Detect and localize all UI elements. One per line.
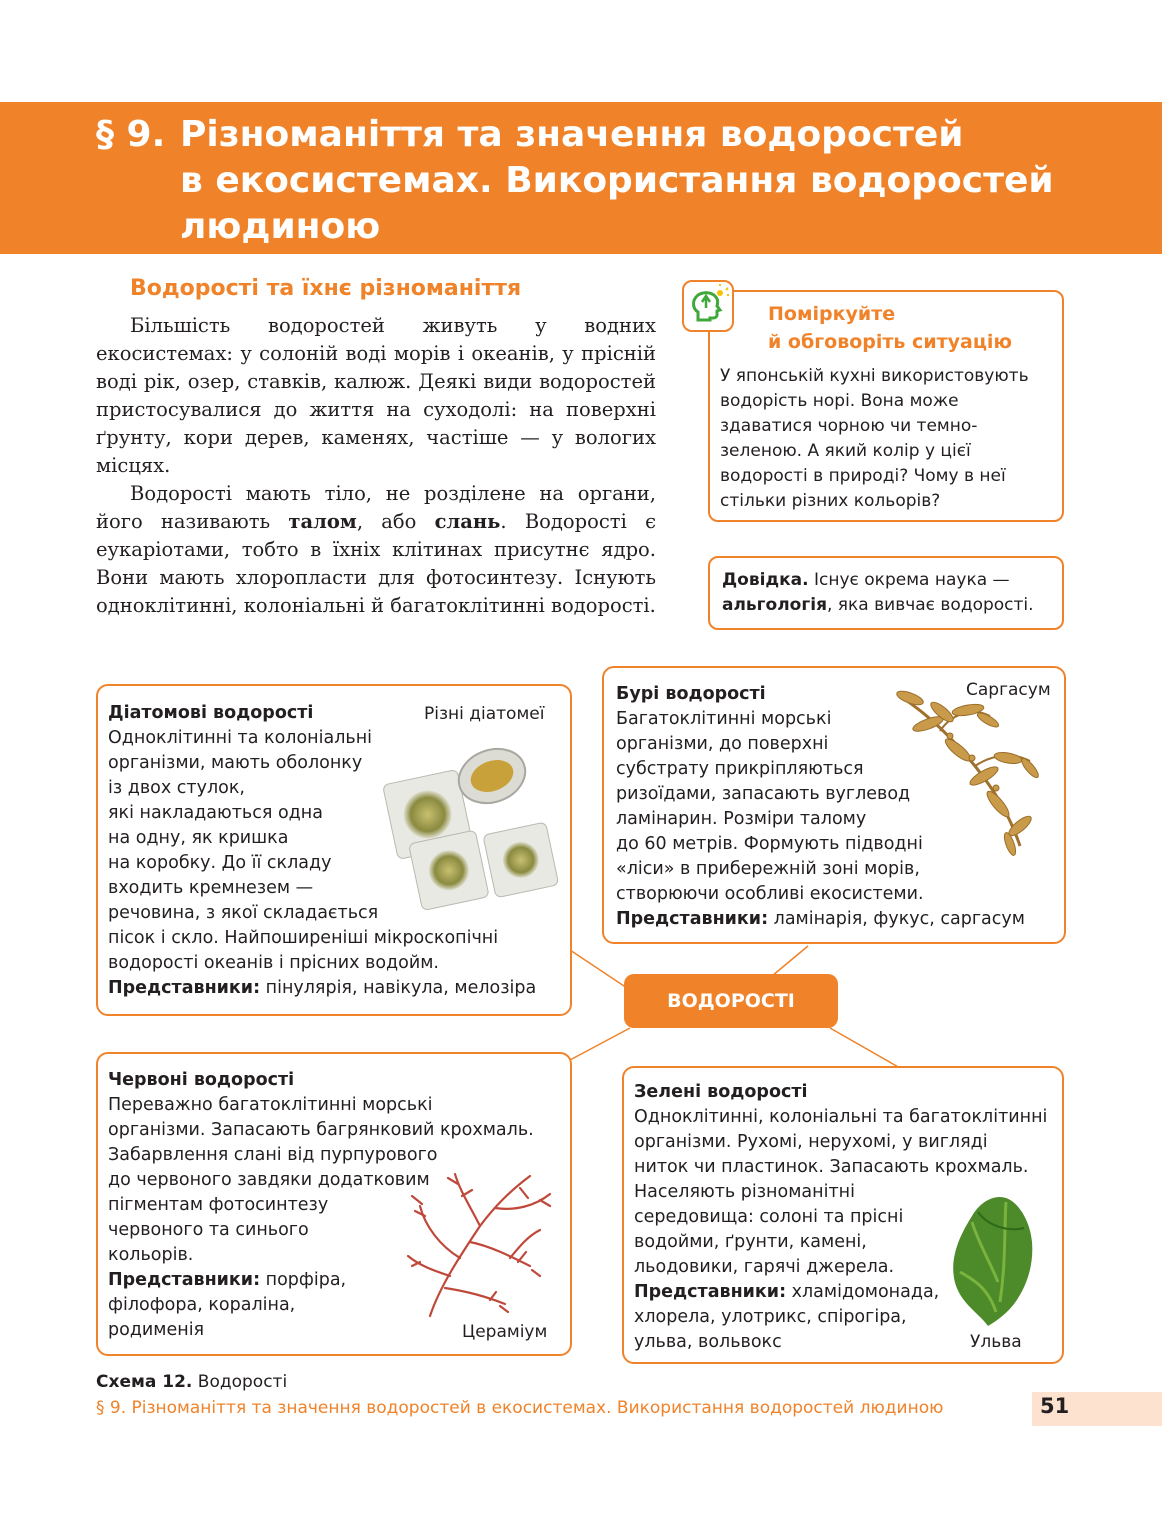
think-title-line-2: й обговоріть ситуацію [768, 331, 1012, 353]
diatoms-reps-text: пінулярія, навікула, мелозіра [260, 978, 537, 998]
term-talom: талом [288, 510, 357, 533]
green-line: організми. Рухомі, нерухомі, у вигляді [634, 1132, 988, 1152]
red-reps-line: філофора, кораліна, [108, 1295, 296, 1315]
diatoms-line: речовина, з якої складається [108, 903, 379, 923]
green-reps-line: ульва, вольвокс [634, 1332, 782, 1352]
diatoms-line: на одну, як кришка [108, 828, 289, 848]
green-line: Населяють різноманітні [634, 1182, 855, 1202]
green-reps [634, 1280, 1047, 1305]
diatoms-line: на коробку. До її складу [108, 853, 332, 873]
title-line-3: людиною [180, 206, 381, 247]
red-line: Переважно багатоклітинні морські [108, 1095, 433, 1115]
green-title: Зелені водорості [634, 1082, 808, 1102]
brown-reps [616, 907, 1025, 932]
red-reps-label: Представники: [108, 1270, 261, 1290]
think-line: водорість норі. Вона може [720, 391, 959, 411]
red-line: кольорів. [108, 1245, 194, 1265]
page-number: 51 [1040, 1394, 1070, 1418]
red-line: до червоного завдяки додатковим [108, 1170, 430, 1190]
scheme-caption [96, 1372, 287, 1392]
diatoms-line: водорості океанів і прісних водойм. [108, 953, 439, 973]
hub-label: ВОДОРОСТІ [624, 974, 838, 1028]
green-line: середовища: солоні та прісні [634, 1207, 904, 1227]
think-line: здаватися чорною чи темно- [720, 416, 978, 436]
diatoms-line: організми, мають оболонку [108, 753, 363, 773]
diatoms-text [108, 701, 536, 1001]
term-slan: слань [434, 510, 501, 533]
reference-term: альгологія [722, 595, 827, 615]
green-line: водойми, ґрунти, камені, [634, 1232, 867, 1252]
brown-line: до 60 метрів. Формують підводні [616, 834, 923, 854]
diatoms-title: Діатомові водорості [108, 703, 314, 723]
reference-text-1: Існує окрема наука — [808, 570, 1010, 590]
section-number: § 9. [96, 114, 166, 155]
think-title-line-1: Поміркуйте [768, 303, 896, 325]
red-title: Червоні водорості [108, 1070, 295, 1090]
red-image-caption: Цераміум [462, 1322, 548, 1342]
brown-text [616, 682, 1025, 932]
diatoms-line: пісок і скло. Найпоширеніші мікроскопічні [108, 928, 499, 948]
paragraph-2-a: Водорості мають тіло, не розділене на органи, його називають [96, 482, 656, 533]
brown-image-caption: Саргасум [966, 680, 1051, 700]
green-reps-line: хлорела, улотрикс, спірогіра, [634, 1307, 907, 1327]
diatoms-line: які накладаються одна [108, 803, 323, 823]
diatoms-image-caption: Різні діатомеї [424, 704, 545, 724]
section-heading: Водорості та їхнє різноманіття [130, 276, 522, 301]
title-line-1: Різноманіття та значення водоростей [180, 114, 964, 155]
think-line: зеленою. А який колір у цієї [720, 441, 971, 461]
brown-reps-text: ламінарія, фукус, саргасум [768, 909, 1025, 929]
paragraph-2-c: . Водорості є еукаріотами, тобто в їхніх клітинах присутнє ядро. Вони мають хлоропласти для фотосинтезу. Існують одноклітинні, колоніальні й багатоклітинні водорості. [96, 510, 656, 617]
red-reps-line: родименія [108, 1320, 205, 1340]
green-reps-label: Представники: [634, 1282, 787, 1302]
paragraph-2-b: , або [356, 510, 435, 533]
reference-label: Довідка. [722, 570, 809, 590]
green-text [634, 1080, 1047, 1355]
scheme-text: Водорості [192, 1372, 288, 1392]
red-line: Забарвлення слані від пурпурового [108, 1145, 438, 1165]
red-text [108, 1068, 534, 1343]
brown-title: Бурі водорості [616, 684, 766, 704]
green-line: льодовики, гарячі джерела. [634, 1257, 895, 1277]
brown-line: субстрату прикріпляються [616, 759, 864, 779]
title-line-2: в екосистемах. Використання водоростей [180, 160, 1054, 201]
red-line: пігментам фотосинтезу [108, 1195, 329, 1215]
diatoms-line: із двох стулок, [108, 778, 245, 798]
running-title: § 9. Різноманіття та значення водоростей в екосистемах. Використання водоростей людиною [96, 1398, 944, 1418]
red-line: організми. Запасають багрянковий крохмаль. [108, 1120, 534, 1140]
think-line: водорості в природі? Чому в неї [720, 466, 1006, 486]
diatoms-reps-label: Представники: [108, 978, 261, 998]
diatoms-line: Одноклітинні та колоніальні [108, 728, 372, 748]
think-line: стільки різних кольорів? [720, 491, 941, 511]
brown-line: організми, до поверхні [616, 734, 829, 754]
green-line: Одноклітинні, колоніальні та багатоклітинні [634, 1107, 1048, 1127]
diatoms-reps [108, 976, 536, 1001]
green-line: ниток чи пластинок. Запасають крохмаль. [634, 1157, 1029, 1177]
think-line: У японській кухні використовують [720, 366, 1029, 386]
brown-line: Багатоклітинні морські [616, 709, 832, 729]
brown-line: створюючи особливі екосистеми. [616, 884, 924, 904]
brown-line: «ліси» в прибережній зоні морів, [616, 859, 920, 879]
green-image-caption: Ульва [970, 1332, 1022, 1352]
brown-line: ризоїдами, запасають вуглевод [616, 784, 911, 804]
red-reps [108, 1268, 534, 1293]
brown-line: ламінарин. Розміри талому [616, 809, 867, 829]
scheme-label: Схема 12. [96, 1372, 193, 1392]
reference-text-2: , яка вивчає водорості. [827, 595, 1034, 615]
red-line: червоного та синього [108, 1220, 309, 1240]
paragraph-1: Більшість водоростей живуть у водних екосистемах: у солоній воді морів і океанів, у прісній воді рік, озер, ставків, калюж. Деякі види водоростей пристосувалися до життя на суходолі: на поверхні ґрунту, кори дерев, каменях, частіше — у вологих місцях. [96, 314, 656, 477]
red-reps-text: порфіра, [260, 1270, 347, 1290]
brown-reps-label: Представники: [616, 909, 769, 929]
diatoms-line: входить кремнезем — [108, 878, 314, 898]
green-reps-text: хламідомонада, [786, 1282, 940, 1302]
